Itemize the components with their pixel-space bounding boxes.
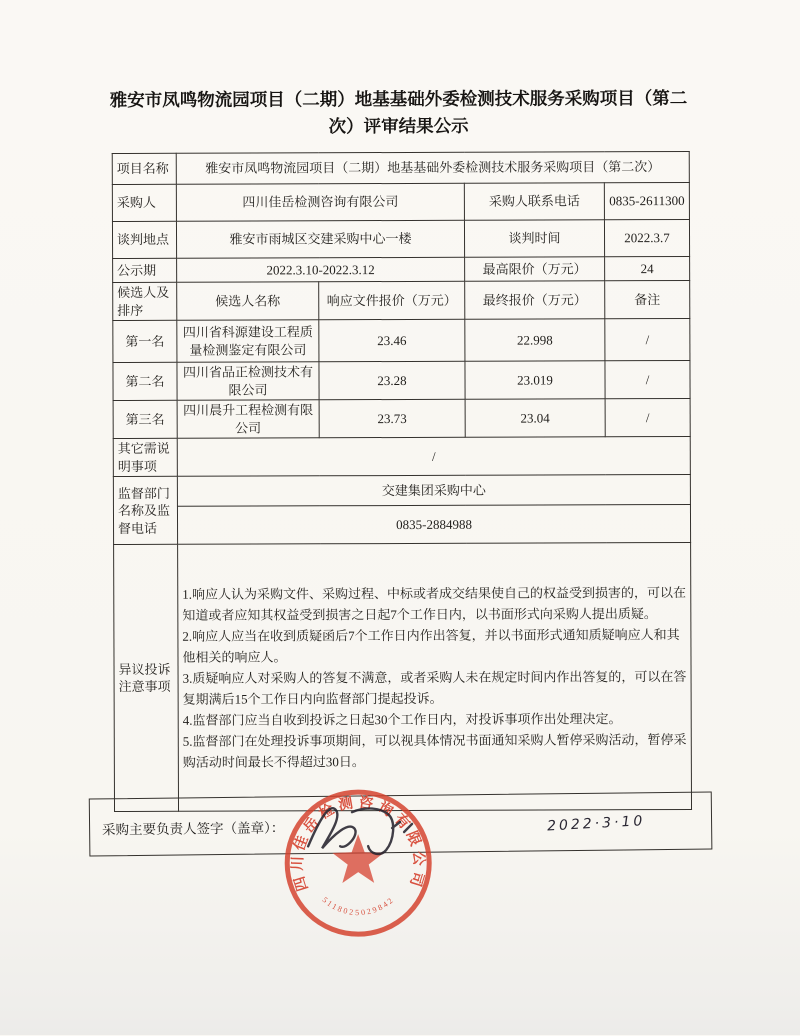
negotiation-place-label: 谈判地点: [112, 221, 176, 258]
objection-notes-cell: [178, 543, 692, 812]
candidate-name: 四川省科源建设工程质量检测鉴定有限公司: [177, 320, 319, 362]
publicity-period-label: 公示期: [113, 258, 177, 282]
candidate-remark: /: [605, 319, 690, 361]
objection-item: 5.监督部门在处理投诉事项期间，可以视具体情况书面通知采购人暂停采购活动，暂停采购活动时间最长不得超过30日。: [182, 731, 687, 770]
svg-text:5118025029842: [321, 895, 397, 917]
page-title: 雅安市凤鸣物流园项目（二期）地基基础外委检测技术服务采购项目（第二次）评审结果公示: [109, 87, 688, 137]
candidate-doc-price: 23.73: [319, 399, 465, 438]
candidate-name: 四川省品正检测技术有限公司: [177, 362, 319, 401]
table-row: [113, 437, 690, 477]
table-row: [113, 475, 690, 507]
supervision-name: 交建集团采购中心: [177, 475, 690, 507]
candidate-doc-price: 23.28: [319, 361, 465, 400]
candidate-remark: /: [605, 361, 690, 399]
table-header-row: [113, 280, 690, 320]
supervision-label: 监督部门名称及监督电话: [113, 477, 177, 545]
purchaser-phone-label: 采购人联系电话: [464, 183, 604, 220]
stamp-registration-number: 5118025029842: [320, 894, 397, 918]
purchaser-label: 采购人: [112, 184, 176, 221]
objection-item: 4.监督部门应当自收到投诉之日起30个工作日内，对投诉事项作出处理决定。: [182, 711, 622, 728]
objection-item: 1.响应人认为采购文件、采购过程、中标或者成交结果使自己的权益受到损害的，可以在知道或者应知其权益受到损害之日起7个工作日内，以书面形式向采购人提出质疑。: [182, 584, 687, 623]
purchaser-value: 四川佳岳检测咨询有限公司: [176, 183, 464, 221]
candidate-name: 四川晨升工程检测有限公司: [177, 400, 319, 439]
candidates-rank-label: 候选人及排序: [113, 282, 177, 320]
remark-header: 备注: [605, 280, 690, 318]
candidate-remark: /: [605, 399, 690, 437]
other-notes-value: /: [177, 437, 690, 477]
candidate-final-price: 23.019: [465, 361, 605, 400]
handwritten-signature: [296, 788, 466, 874]
table-row: [113, 505, 690, 545]
candidate-final-price: 23.04: [465, 399, 605, 438]
max-price-label: 最高限价（万元）: [465, 257, 605, 281]
doc-price-header: 响应文件报价（万元）: [319, 281, 465, 320]
supervision-phone: 0835-2884988: [177, 505, 690, 545]
table-row: [114, 543, 692, 812]
objection-label: 异议投诉注意事项: [114, 545, 179, 812]
negotiation-time-value: 2022.3.7: [604, 219, 689, 256]
objection-item: 3.质疑响应人对采购人的答复不满意，或者采购人未在规定时间内作出答复的，可以在答复期满后15个工作日内向监督部门提起投诉。: [182, 668, 687, 707]
max-price-value: 24: [605, 256, 690, 280]
purchaser-phone-value: 0835-2611300: [604, 182, 689, 219]
project-name-label: 项目名称: [112, 153, 176, 184]
objection-item: 2.响应人应当在收到质疑函后7个工作日内作出答复，并以书面形式通知质疑响应人和其他相关的响应人。: [182, 626, 680, 665]
signature-label: 采购主要负责人签字（盖章）：: [102, 820, 285, 838]
publicity-period-value: 2022.3.10-2022.3.12: [177, 257, 465, 282]
candidate-row: [113, 319, 690, 363]
candidate-final-price: 22.998: [465, 319, 605, 361]
final-price-header: 最终报价（万元）: [465, 281, 605, 320]
candidate-row: [113, 361, 690, 401]
candidate-row: [113, 399, 690, 439]
table-row: [112, 151, 689, 184]
handwritten-date: 2022·3·10: [546, 813, 646, 835]
candidate-name-header: 候选人名称: [177, 282, 319, 321]
candidate-rank: 第一名: [113, 320, 177, 362]
negotiation-time-label: 谈判时间: [464, 220, 604, 257]
negotiation-place-value: 雅安市雨城区交建采购中心一楼: [176, 220, 464, 258]
candidate-rank: 第二名: [113, 362, 177, 400]
candidate-doc-price: 23.46: [319, 319, 465, 362]
candidate-rank: 第三名: [113, 400, 177, 438]
table-row: [112, 182, 689, 221]
table-row: [112, 219, 689, 258]
other-notes-label: 其它需说明事项: [113, 439, 177, 477]
table-row: [113, 256, 690, 282]
stamp-company-name: 四川佳岳检测咨询有限公司: [289, 794, 427, 893]
result-table: [112, 151, 692, 812]
project-name-value: 雅安市凤鸣物流园项目（二期）地基基础外委检测技术服务采购项目（第二次）: [176, 151, 689, 184]
